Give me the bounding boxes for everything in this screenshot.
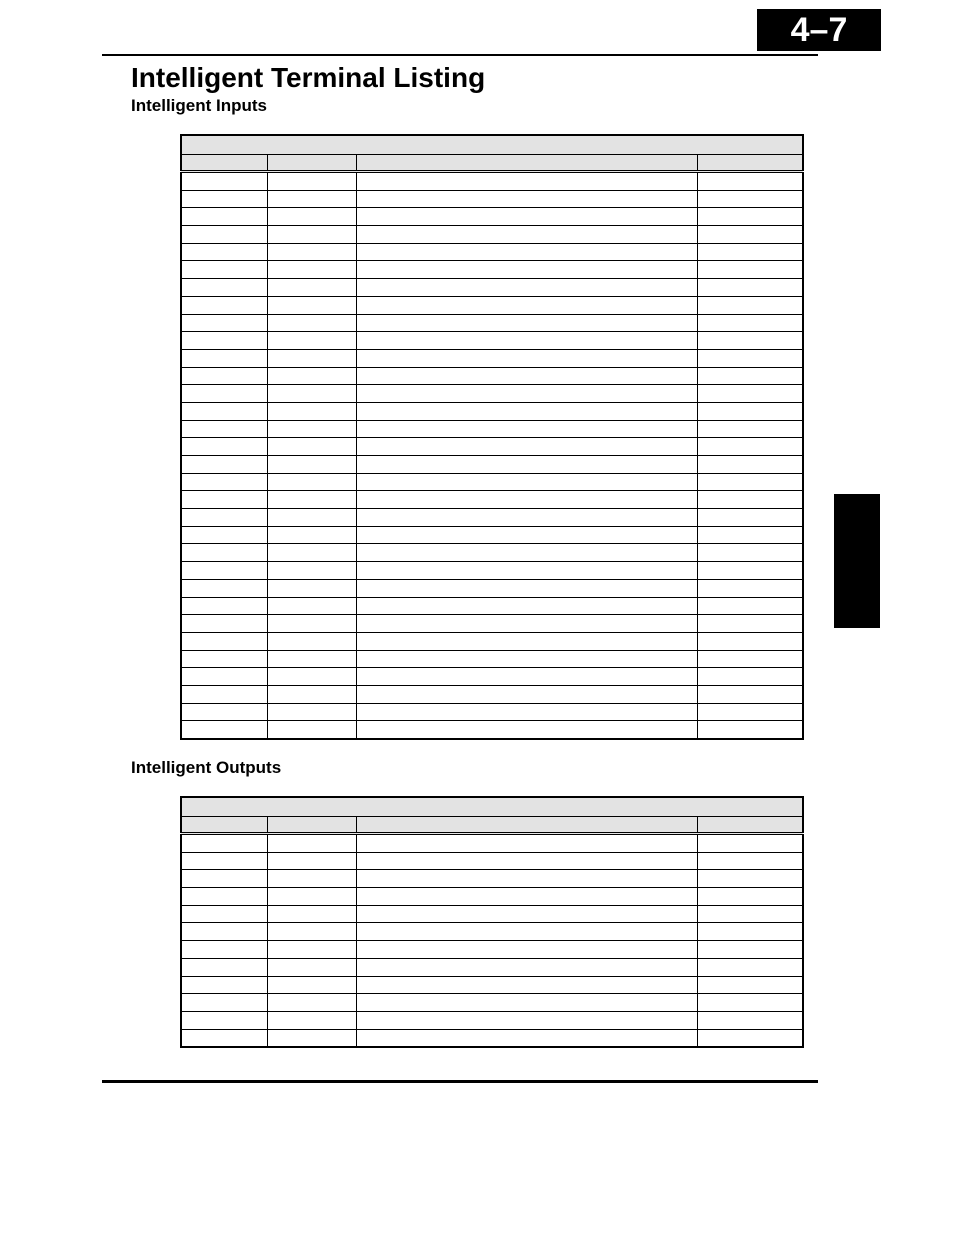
- header-cell: [356, 817, 697, 834]
- table-cell: [356, 279, 697, 297]
- table-cell: [697, 668, 803, 686]
- table-cell: [181, 349, 267, 367]
- table-cell: [181, 1029, 267, 1047]
- table-cell: [356, 243, 697, 261]
- table-row: [181, 208, 803, 226]
- table-cell: [697, 905, 803, 923]
- outputs-heading: Intelligent Outputs: [131, 758, 282, 777]
- table-cell: [267, 976, 356, 994]
- table-cell: [181, 226, 267, 244]
- table-cell: [356, 632, 697, 650]
- top-rule: [102, 54, 818, 56]
- table-cell: [356, 597, 697, 615]
- table-banner-row: [181, 135, 803, 155]
- table-cell: [267, 668, 356, 686]
- table-cell: [356, 261, 697, 279]
- table-cell: [356, 703, 697, 721]
- table-cell: [267, 852, 356, 870]
- table-row: [181, 314, 803, 332]
- table-cell: [697, 456, 803, 474]
- table-cell: [181, 456, 267, 474]
- table-cell: [267, 579, 356, 597]
- table-cell: [181, 632, 267, 650]
- table-cell: [267, 491, 356, 509]
- table-cell: [356, 296, 697, 314]
- table-banner-cell: [181, 135, 803, 155]
- table-cell: [697, 226, 803, 244]
- table-cell: [267, 834, 356, 853]
- table-row: [181, 905, 803, 923]
- table-row: [181, 172, 803, 191]
- header-cell: [181, 155, 267, 172]
- table-cell: [181, 314, 267, 332]
- table-cell: [181, 243, 267, 261]
- table-row: [181, 721, 803, 739]
- table-header-row: [181, 155, 803, 172]
- table-cell: [267, 190, 356, 208]
- table-row: [181, 473, 803, 491]
- table-row: [181, 562, 803, 580]
- table-row: [181, 509, 803, 527]
- table-cell: [356, 314, 697, 332]
- table-cell: [697, 438, 803, 456]
- table-cell: [697, 1029, 803, 1047]
- table-cell: [697, 650, 803, 668]
- table-cell: [267, 703, 356, 721]
- table-row: [181, 668, 803, 686]
- table-cell: [356, 870, 697, 888]
- table-cell: [697, 994, 803, 1012]
- table-cell: [267, 456, 356, 474]
- table-cell: [267, 650, 356, 668]
- table-cell: [267, 332, 356, 350]
- table-cell: [356, 685, 697, 703]
- table-cell: [267, 562, 356, 580]
- table-cell: [356, 491, 697, 509]
- table-cell: [697, 473, 803, 491]
- table-row: [181, 685, 803, 703]
- table-cell: [181, 888, 267, 906]
- page-title: Intelligent Terminal Listing: [131, 62, 486, 93]
- table-row: [181, 958, 803, 976]
- table-cell: [181, 367, 267, 385]
- table-cell: [356, 172, 697, 191]
- table-cell: [356, 544, 697, 562]
- table-cell: [697, 385, 803, 403]
- table-cell: [697, 208, 803, 226]
- table-cell: [697, 958, 803, 976]
- table-cell: [356, 650, 697, 668]
- table-cell: [356, 1011, 697, 1029]
- table-cell: [267, 685, 356, 703]
- table-cell: [697, 834, 803, 853]
- table-cell: [267, 615, 356, 633]
- table-cell: [267, 349, 356, 367]
- table-cell: [267, 226, 356, 244]
- table-cell: [181, 597, 267, 615]
- table-cell: [267, 296, 356, 314]
- table-cell: [697, 491, 803, 509]
- table-cell: [356, 905, 697, 923]
- table-row: [181, 279, 803, 297]
- table-row: [181, 349, 803, 367]
- table-cell: [356, 923, 697, 941]
- header-cell: [697, 155, 803, 172]
- table-cell: [181, 402, 267, 420]
- table-cell: [181, 923, 267, 941]
- table-cell: [697, 544, 803, 562]
- table-row: [181, 243, 803, 261]
- table-row: [181, 579, 803, 597]
- table-row: [181, 615, 803, 633]
- table-cell: [181, 562, 267, 580]
- table-cell: [356, 190, 697, 208]
- table-cell: [697, 870, 803, 888]
- chapter-side-tab: [834, 494, 880, 628]
- table-row: [181, 332, 803, 350]
- header-cell: [267, 155, 356, 172]
- table-row: [181, 438, 803, 456]
- table-row: [181, 190, 803, 208]
- table-cell: [697, 685, 803, 703]
- table-cell: [267, 905, 356, 923]
- table-row: [181, 703, 803, 721]
- table-row: [181, 834, 803, 853]
- table-cell: [356, 438, 697, 456]
- table-cell: [181, 994, 267, 1012]
- table-cell: [356, 958, 697, 976]
- table-cell: [181, 834, 267, 853]
- table-cell: [181, 905, 267, 923]
- table-cell: [697, 526, 803, 544]
- table-cell: [267, 367, 356, 385]
- table-cell: [181, 438, 267, 456]
- table-cell: [267, 243, 356, 261]
- table-cell: [356, 668, 697, 686]
- table-cell: [181, 870, 267, 888]
- table-cell: [356, 509, 697, 527]
- page-number: 4–7: [757, 9, 881, 51]
- table-cell: [697, 597, 803, 615]
- table-cell: [267, 994, 356, 1012]
- table-cell: [181, 190, 267, 208]
- table-cell: [356, 208, 697, 226]
- table-row: [181, 420, 803, 438]
- table-cell: [181, 544, 267, 562]
- table-row: [181, 597, 803, 615]
- table-cell: [356, 941, 697, 959]
- table-cell: [267, 261, 356, 279]
- table-cell: [267, 279, 356, 297]
- table-cell: [181, 941, 267, 959]
- table-row: [181, 402, 803, 420]
- table-cell: [181, 261, 267, 279]
- table-cell: [181, 172, 267, 191]
- table-row: [181, 1029, 803, 1047]
- table-cell: [181, 579, 267, 597]
- table-cell: [697, 243, 803, 261]
- table-cell: [267, 632, 356, 650]
- table-cell: [356, 332, 697, 350]
- table-row: [181, 852, 803, 870]
- table-cell: [356, 367, 697, 385]
- inputs-heading: Intelligent Inputs: [131, 96, 267, 115]
- table-row: [181, 1011, 803, 1029]
- table-cell: [356, 226, 697, 244]
- table-row: [181, 994, 803, 1012]
- table-row: [181, 367, 803, 385]
- table-cell: [267, 420, 356, 438]
- table-cell: [697, 314, 803, 332]
- table-row: [181, 650, 803, 668]
- table-cell: [267, 923, 356, 941]
- header-cell: [697, 817, 803, 834]
- table-cell: [267, 721, 356, 739]
- header-cell: [356, 155, 697, 172]
- table-row: [181, 226, 803, 244]
- table-cell: [697, 172, 803, 191]
- table-cell: [356, 852, 697, 870]
- table-cell: [697, 402, 803, 420]
- table-cell: [181, 491, 267, 509]
- table-cell: [356, 473, 697, 491]
- table-cell: [697, 923, 803, 941]
- table-cell: [356, 349, 697, 367]
- table-cell: [267, 172, 356, 191]
- table-cell: [181, 526, 267, 544]
- table-cell: [697, 367, 803, 385]
- table-cell: [181, 703, 267, 721]
- table-row: [181, 632, 803, 650]
- table-row: [181, 888, 803, 906]
- table-cell: [267, 509, 356, 527]
- table-cell: [697, 349, 803, 367]
- table-cell: [267, 888, 356, 906]
- table-cell: [181, 473, 267, 491]
- table-cell: [356, 420, 697, 438]
- table-cell: [181, 976, 267, 994]
- table-cell: [267, 870, 356, 888]
- table-row: [181, 870, 803, 888]
- table-row: [181, 526, 803, 544]
- table-cell: [181, 385, 267, 403]
- table-cell: [697, 632, 803, 650]
- table-cell: [181, 332, 267, 350]
- table-cell: [356, 526, 697, 544]
- table-cell: [267, 1029, 356, 1047]
- table-cell: [697, 721, 803, 739]
- table-row: [181, 544, 803, 562]
- table-cell: [181, 958, 267, 976]
- table-cell: [697, 296, 803, 314]
- table-cell: [181, 509, 267, 527]
- table-cell: [356, 402, 697, 420]
- table-cell: [181, 721, 267, 739]
- table-cell: [356, 721, 697, 739]
- table-cell: [181, 650, 267, 668]
- table-cell: [697, 261, 803, 279]
- table-cell: [697, 509, 803, 527]
- table-cell: [356, 994, 697, 1012]
- table-cell: [267, 438, 356, 456]
- bottom-rule: [102, 1080, 818, 1083]
- table-cell: [181, 420, 267, 438]
- table-row: [181, 456, 803, 474]
- table-cell: [267, 473, 356, 491]
- table-cell: [356, 579, 697, 597]
- table-cell: [356, 456, 697, 474]
- table-cell: [356, 976, 697, 994]
- table-cell: [181, 208, 267, 226]
- table-cell: [697, 332, 803, 350]
- table-banner-cell: [181, 797, 803, 817]
- table-cell: [356, 615, 697, 633]
- table-cell: [697, 420, 803, 438]
- table-cell: [267, 544, 356, 562]
- table-row: [181, 261, 803, 279]
- table-cell: [267, 402, 356, 420]
- table-cell: [267, 385, 356, 403]
- table-cell: [181, 1011, 267, 1029]
- table-header-row: [181, 817, 803, 834]
- table-cell: [267, 958, 356, 976]
- table-cell: [181, 685, 267, 703]
- table-cell: [181, 296, 267, 314]
- table-cell: [697, 976, 803, 994]
- table-row: [181, 941, 803, 959]
- table-row: [181, 385, 803, 403]
- table-cell: [697, 1011, 803, 1029]
- table-cell: [356, 1029, 697, 1047]
- table-cell: [267, 1011, 356, 1029]
- table-cell: [697, 279, 803, 297]
- table-row: [181, 491, 803, 509]
- table-cell: [697, 579, 803, 597]
- table-cell: [697, 562, 803, 580]
- header-cell: [181, 817, 267, 834]
- table-cell: [267, 941, 356, 959]
- table-cell: [181, 668, 267, 686]
- table-cell: [356, 562, 697, 580]
- table-cell: [267, 526, 356, 544]
- outputs-table: [180, 796, 804, 1048]
- table-cell: [181, 615, 267, 633]
- table-cell: [697, 615, 803, 633]
- table-cell: [697, 888, 803, 906]
- table-cell: [697, 703, 803, 721]
- table-cell: [356, 834, 697, 853]
- table-banner-row: [181, 797, 803, 817]
- table-row: [181, 923, 803, 941]
- table-cell: [356, 385, 697, 403]
- table-cell: [356, 888, 697, 906]
- table-cell: [267, 314, 356, 332]
- table-cell: [181, 279, 267, 297]
- table-cell: [697, 190, 803, 208]
- table-cell: [181, 852, 267, 870]
- table-row: [181, 976, 803, 994]
- inputs-table: [180, 134, 804, 740]
- header-cell: [267, 817, 356, 834]
- table-cell: [697, 852, 803, 870]
- table-cell: [267, 208, 356, 226]
- table-cell: [697, 941, 803, 959]
- table-cell: [267, 597, 356, 615]
- table-row: [181, 296, 803, 314]
